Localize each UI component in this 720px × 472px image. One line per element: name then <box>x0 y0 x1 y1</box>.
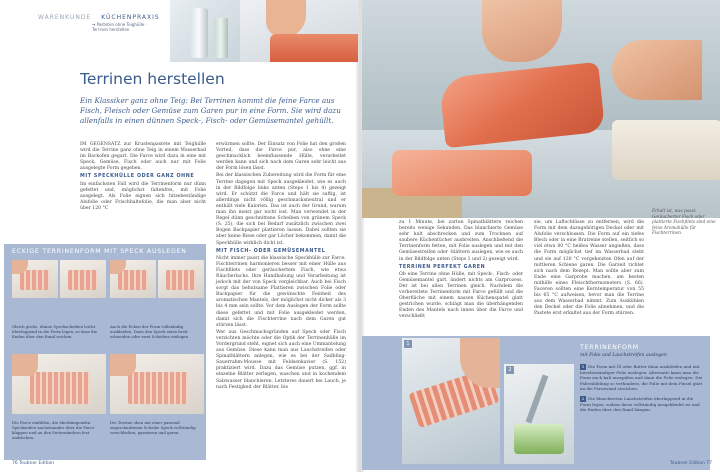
paragraph: Wer aus Geschmacksgründen auf Speck oder Fisch verzichten möchte oder die Optik der Terrinenhülle im Vordergrund steht, eignet sich auch eine Ummantelung aus Gemüse. Diese kann man aus Lauchstreifen oder Spinatblättern anlegen, wie es bei der Sadbling-Sauerrahm-Mousse mit Feldsenkavier (S. 152) praktiziert wird. Dazu das Gemüse putzen, ggf. in einzelne Blätter zerlegen, waschen und in kochendem Salzwasser blanchieren. Letzteres dauert bei Lauch, je nach Festigkeit der Blätter, bis <box>216 329 346 390</box>
section-heading: MIT SPECKHÜLLE ODER GANZ OHNE <box>80 174 195 180</box>
nav-item-warenkunde: WARENKUNDE <box>38 14 92 21</box>
step-box-title: ECKIGE TERRINENFORM MIT SPECK AUSLEGEN <box>12 248 187 255</box>
paragraph: erwärmen sollte. Der Einsatz von Folie hat den großen Vorteil, dass die Farce pur, also ohne eine geschmacklich beeinflussende Hülle, verarbeitet werden kann und sich nach dem Garen sehr leicht aus der Form lösen lässt. <box>216 142 346 172</box>
step-caption-1: Gleich große, dünne Speckscheiben leicht überlappend in die Form legen, so dass die Enden über den Rand reichen. <box>12 324 98 340</box>
step-photo-folie-1 <box>402 338 500 464</box>
hand <box>266 0 306 38</box>
text-column-1 <box>80 142 206 213</box>
step-photo-1b <box>60 260 106 298</box>
nav-item-kuechenpraxis: KÜCHENPRAXIS <box>101 14 160 21</box>
step-box-folie <box>362 336 710 470</box>
step-text-2 <box>580 396 704 413</box>
paragraph: Ob eine Terrine ohne Hülle, mit Speck-, Fisch- oder Gemüsemantel gart, ändert nichts am Garprozess. Der ist bei allen Terrinen gleich. Nachdem die vorbereitete Terrinenform mit Farce gefüllt und die Oberfläche mit einem nassen Küchenspatel glatt gestrichen wurde, schlägt man die überhängenden Enden des Mantels nach innen über die Farce und verschließt <box>399 271 523 320</box>
step-box-subtitle: mit Folie und Lauchstreifen auslegen <box>580 353 667 358</box>
paragraph: IM GEGENSATZ zur Krustenpastete mit Teighülle wird die Terrine ganz ohne Teig in einem Wasserbad im Backofen gegart. Die Farce wird dazu in eine mit Speck, Gemüse, Fisch oder auch nur mit Folie ausgelegte Form gegeben. <box>80 142 206 172</box>
page-number-right: Teubner Edition 77 <box>669 461 712 466</box>
page-number-left: 76 Teubner Edition <box>12 461 55 466</box>
step-caption-4: Die Terrine oben mit einer passend zugeschnittenen Scheibe Speck vollständig verschließen, garnieren und garen. <box>110 420 196 436</box>
section-heading: MIT FISCH- ODER GEMÜSEMANTEL <box>216 248 326 254</box>
step-text-1 <box>580 364 704 392</box>
kitchen-photo <box>170 0 358 62</box>
step-number: 1 <box>581 364 585 369</box>
photo-caption: Erhalt ist, was passt: Geräucherter Fisch oder plattierte Fischfilets sind eine feine Aromahülle für Fischterrinen. <box>652 208 716 236</box>
text-column-4 <box>534 220 644 319</box>
step-photo-1 <box>12 260 58 298</box>
step-box-title: TERRINENFORM <box>580 344 639 351</box>
page-title: Terrinen herstellen <box>80 70 225 88</box>
step-number-badge: 2 <box>506 366 514 374</box>
paragraph: Im einfachsten Fall wird die Terrinenform nur dünn gefettet und, möglichst faltenfrei, mit Folie ausgelegt. Als Folie eignen sich hitzebeständige Alufolie oder Frischhaltefolie, die man aber nicht über 120 °C <box>80 181 206 211</box>
text-column-2 <box>216 142 346 392</box>
hand <box>612 40 702 100</box>
nav-subsection: ➔ Pasteten ohne Teighülle · Terrinen herstellen <box>92 22 147 32</box>
glass-jar <box>190 8 208 58</box>
step-number-badge: 1 <box>404 340 412 348</box>
step-caption-3: Die Farce einfüllen, die überhängenden Speckenden nacheinander über die Farce klappen und an den Seitenrändern fest andrücken. <box>12 420 95 441</box>
step-text: Die Form mit Öl oder Butter dünn auskleiden und mit hitzebeständiger Folie auslegen. Alternativ kann man die Form auch kalt ausspülen und dann die Folie einlegen. Die Faltenbildung so verhindern, die Folie mit dem Pinsel glatt an die Formwand streichen. <box>580 364 703 392</box>
paragraph: sie, um Luftschlüsse zu entfernen, wird die Form mit dem dazugehörigen Deckel oder mit Alufolie verschlossen. Die Form auf ein tiefes Blech oder in eine Bratreine stellen, seitlich so viel etwa 80 °C heißes Wasser angießen, dass die Form möglichst tief im Wasserbad steht und sie auf 120 °C vorgeheizten Ofen auf der mittleren Schiene garen. Die Garzeit richtet sich nach dem Rezept. Man sollte aber zum Ende eine Garprobe machen, am besten mithilfe eines Fleischthermometers (S. 66). Faceren sollten eine Kerntemperatur von 55 bis 65 °C aufweisen, bevor man die Terrine aus dem Wasserbad nimmt. Zum Auskühlen den Deckel oder die Folie abnehmen, und die Pastete erst erkaltet aus der Form stürzen. <box>534 220 644 317</box>
step-text: Die blanchierten Lauchstreifen überlappend in die Form legen, sodass diese vollständig ausgekleidet ist und die Enden über den Rand hängen. <box>580 396 700 413</box>
step-caption-2: Auch die Ecken der Form vollständig auskleiden. Dazu den Speck extra breit schneiden oder zwei Scheiben einlegen. <box>110 324 190 340</box>
smoked-salmon-slices <box>392 150 532 196</box>
step-photo-4 <box>110 354 204 414</box>
terrine-dish <box>612 120 720 180</box>
hand <box>482 0 562 62</box>
paragraph: Bei der klassischen Zubereitung wird die Form für eine Terrine dagegen mit Speck ausgekleidet, wie es auch in der Bildfolge links unten (Steps 1 bis 4) gezeigt wird. Er schützt die Farce und hält sie saftig, ist allerdings nicht völlig geschmacksneutral und er enthält viele Kalorien. Das ist auch der Grund, warum man ihn meist gar nicht isst. Man verwendet in der Regel dünn geschnittene Scheiben von grünem Speck (S. 25), die sich bei Bedarf zusätzlich zwischen zwei Bogen Backpapier plattieren lassen. Dabei sollten sie aber keine Risse oder gar Löcher bekommen, damit die Speckhülle wirklich dicht ist. <box>216 173 346 246</box>
step-number: 2 <box>581 396 585 401</box>
step-photo-2 <box>110 260 156 298</box>
step-photo-2b <box>158 260 204 298</box>
step-photo-folie-2 <box>504 364 574 464</box>
text-column-3 <box>399 220 523 322</box>
salmon-terrine-photo <box>362 0 720 218</box>
step-photo-3 <box>12 354 106 414</box>
paragraph: zu 1 Minute, bei zarten Spinatblättern reichen bereits wenige Sekunden. Das blanchierte Gemüse sehr kalt abschrecken und zum Trocknen auf saubere Küchentücher ausbreiten. Anschließend die Terrinenform fetten, mit Folie auslegen und mit den Gemüsestreifen oder -blättern auslegen, wie es auch in der Bildfolge unten (Steps 1 und 2) gezeigt wird. <box>399 220 523 262</box>
glass-jar <box>214 18 228 58</box>
section-heading: TERRINEN PERFEKT GAREN <box>399 264 486 270</box>
paragraph: Nicht immer passt die klassische Speckhülle zur Farce. Fischterrinen harmonieren besser mit einer Hülle aus Fischfilets oder geräuchertem Fisch, wie etwa Räucherlachs. Ihre Handhabung und Verarbeitung ist jedoch mit der von Speck vergleichbar. Auch bei Fisch sorgt das behutsame Plattieren zwischen Folie oder Backpapier für die gewünschte Feinheit des aromatischen Mantels, der möglichst nicht dicker als 3 bis 4 mm sein sollte. Vor dem Auslegen der Form sollte diese gefettet und mit Folie ausgekleidet werden, damit sich die Fischterrine nach dem Garen gut stürzen lässt. <box>216 255 346 328</box>
salmon-tray <box>270 34 358 62</box>
intro-text: Ein Klassiker ganz ohne Teig: Bei Terrinen kommt die feine Farce aus Fisch, Fleisch oder Gemüse zum Garen pur in eine Form. Sie wird dazu allenfalls in einen dünnen Speck-, Fisch- oder Gemüsemantel gehüllt. <box>80 96 341 126</box>
